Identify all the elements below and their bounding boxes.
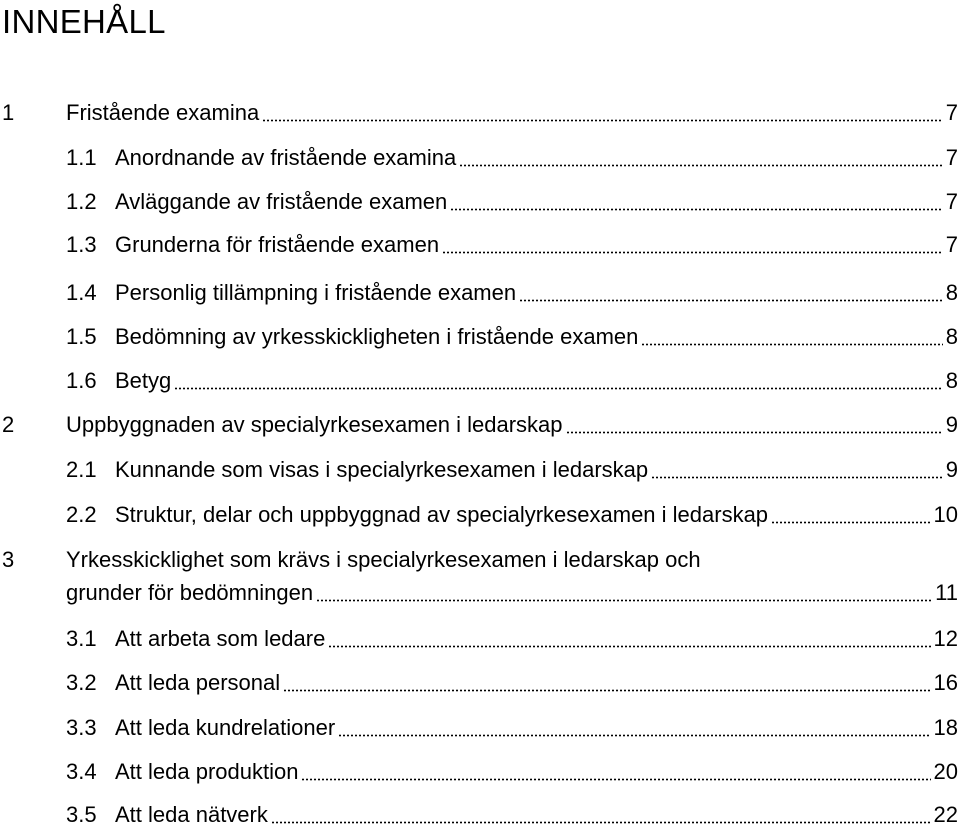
dot-leader — [328, 645, 931, 648]
dot-leader — [459, 164, 943, 167]
entry-number: 3.2 — [66, 670, 97, 695]
toc-entry-2[interactable] — [0, 410, 960, 440]
dot-leader — [283, 689, 931, 692]
entry-page: 8 — [945, 280, 958, 305]
entry-number: 1.2 — [66, 189, 97, 214]
entry-label: Grunderna för fristående examen — [115, 232, 440, 257]
entry-number: 3.3 — [66, 715, 97, 740]
dot-leader — [641, 343, 943, 346]
entry-number: 3.4 — [66, 759, 97, 784]
entry-number: 1.6 — [66, 368, 97, 393]
toc-entry-3[interactable] — [0, 545, 960, 575]
toc-entry-3-3[interactable] — [0, 713, 960, 743]
toc-entry-3-continuation[interactable] — [0, 578, 960, 608]
dot-leader — [566, 431, 943, 434]
dot-leader — [262, 119, 943, 122]
toc-entry-1-3[interactable] — [0, 230, 960, 260]
entry-label: Betyg — [115, 368, 172, 393]
entry-number: 1.1 — [66, 145, 97, 170]
entry-page: 8 — [945, 324, 958, 349]
entry-label-continuation: grunder för bedömningen — [66, 580, 314, 605]
entry-label: Att leda produktion — [115, 759, 299, 784]
toc-entry-1-2[interactable] — [0, 187, 960, 217]
entry-page: 9 — [945, 457, 958, 482]
dot-leader — [519, 299, 943, 302]
entry-number: 2.2 — [66, 502, 97, 527]
entry-page: 10 — [933, 502, 958, 527]
toc-entry-2-1[interactable] — [0, 455, 960, 485]
dot-leader — [316, 599, 932, 602]
entry-label: Anordnande av fristående examina — [115, 145, 457, 170]
entry-number: 3.5 — [66, 802, 97, 827]
entry-label: Personlig tillämpning i fristående examen — [115, 280, 517, 305]
entry-number: 2 — [2, 412, 15, 437]
dot-leader — [174, 387, 943, 390]
entry-page: 7 — [945, 145, 958, 170]
dot-leader — [301, 778, 931, 781]
toc-entry-3-1[interactable] — [0, 624, 960, 654]
entry-label: Att leda kundrelationer — [115, 715, 336, 740]
dot-leader — [771, 521, 931, 524]
entry-number: 3 — [2, 547, 15, 572]
entry-number: 1.3 — [66, 232, 97, 257]
entry-label: Bedömning av yrkesskickligheten i fristående examen — [115, 324, 639, 349]
entry-number: 1.5 — [66, 324, 97, 349]
dot-leader — [651, 476, 943, 479]
entry-page: 11 — [935, 580, 958, 605]
entry-label: Struktur, delar och uppbyggnad av specialyrkesexamen i ledarskap — [115, 502, 769, 527]
toc-entry-2-2[interactable] — [0, 500, 960, 530]
toc-entry-1-1[interactable] — [0, 143, 960, 173]
dot-leader — [442, 251, 943, 254]
entry-page: 7 — [945, 189, 958, 214]
toc-entry-1[interactable] — [0, 98, 960, 128]
entry-page: 18 — [933, 715, 958, 740]
entry-page: 20 — [933, 759, 958, 784]
entry-page: 9 — [945, 412, 958, 437]
entry-number: 1 — [2, 100, 15, 125]
dot-leader — [450, 208, 943, 211]
entry-label: Att arbeta som ledare — [115, 626, 326, 651]
entry-label: Kunnande som visas i specialyrkesexamen i ledarskap — [115, 457, 649, 482]
toc-entry-3-2[interactable] — [0, 668, 960, 698]
toc-title: INNEHÅLL — [2, 3, 166, 40]
toc-entry-3-4[interactable] — [0, 757, 960, 787]
entry-number: 1.4 — [66, 280, 97, 305]
entry-label: Fristående examina — [66, 100, 260, 125]
dot-leader — [271, 821, 931, 824]
toc-entry-1-6[interactable] — [0, 366, 960, 396]
entry-page: 8 — [945, 368, 958, 393]
entry-page: 22 — [933, 802, 958, 827]
toc-entry-1-5[interactable] — [0, 322, 960, 352]
entry-number: 3.1 — [66, 626, 97, 651]
entry-label: Uppbyggnaden av specialyrkesexamen i ledarskap — [66, 412, 563, 437]
entry-label: Att leda nätverk — [115, 802, 268, 827]
entry-label: Yrkesskicklighet som krävs i specialyrkesexamen i ledarskap och — [66, 547, 701, 572]
entry-page: 7 — [945, 100, 958, 125]
entry-label: Att leda personal — [115, 670, 281, 695]
entry-page: 12 — [933, 626, 958, 651]
dot-leader — [338, 734, 931, 737]
entry-page: 7 — [945, 232, 958, 257]
entry-label: Avläggande av fristående examen — [115, 189, 448, 214]
entry-page: 16 — [933, 670, 958, 695]
toc-entry-1-4[interactable] — [0, 278, 960, 308]
entry-number: 2.1 — [66, 457, 97, 482]
